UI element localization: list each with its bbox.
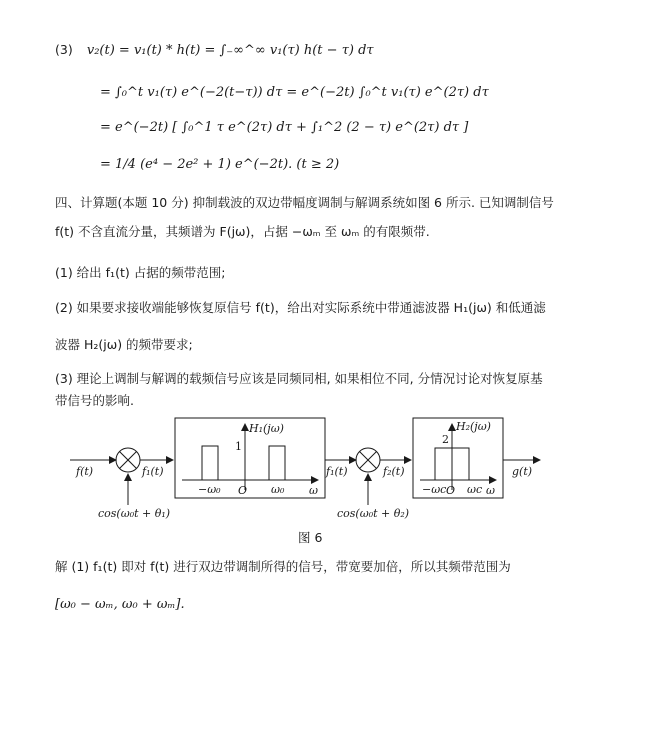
label-f1-after-bpf: f₁(t)	[326, 465, 348, 478]
problem4-intro: 四、计算题(本题 10 分) 抑制载波的双边带幅度调制与解调系统如图 6 所示. 已知调制信号	[55, 195, 554, 210]
label-input: f(t)	[76, 465, 94, 478]
problem4-spectrum: f(t) 不含直流分量，其频谱为 F(jω)，占据 −ωₘ 至 ωₘ 的有限频带.	[55, 224, 430, 239]
question-3-line-1: (3) 理论上调制与解调的载频信号应该是同频同相, 如果相位不同, 分情况讨论对恢复原基	[55, 371, 543, 386]
question-2-line-2: 波器 H₂(jω) 的频带要求;	[55, 337, 193, 352]
bpf-tick-w0: ω₀	[271, 483, 285, 496]
bpf-tick-omega: ω	[309, 484, 318, 497]
bpf-tick-origin: O	[238, 484, 248, 497]
label-f1: f₁(t)	[142, 465, 164, 478]
modulation-system-diagram	[60, 410, 600, 545]
equation-line-3: = e^(−2t) [ ∫₀^1 τ e^(2τ) dτ + ∫₁^2 (2 − τ) e^(2τ) dτ ]	[100, 120, 469, 135]
label-f2: f₂(t)	[383, 465, 405, 478]
label-output: g(t)	[512, 465, 533, 478]
solution-line-1: 解 (1) f₁(t) 即对 f(t) 进行双边带调制所得的信号，带宽要加倍，所以其频带范围为	[55, 559, 511, 574]
equation-line-4: = 1/4 (e⁴ − 2e² + 1) e^(−2t). (t ≥ 2)	[100, 157, 340, 172]
lpf-tick-wc: ωc	[467, 483, 483, 496]
question-3-line-2: 带信号的影响.	[55, 393, 134, 408]
solution-line-2: [ω₀ − ωₘ, ω₀ + ωₘ].	[55, 597, 185, 612]
bpf-passband-negative	[202, 446, 218, 480]
label-carrier-2: cos(ω₀t + θ₂)	[337, 507, 410, 520]
lpf-gain: 2	[442, 433, 449, 446]
lpf-tick-neg-wc: −ωc	[422, 483, 447, 496]
equation-line-1: v₂(t) = v₁(t) * h(t) = ∫₋∞^∞ v₁(τ) h(t − τ) dτ	[86, 43, 374, 58]
lpf-label: H₂(jω)	[456, 420, 491, 433]
bpf-tick-neg-w0: −ω₀	[198, 483, 221, 496]
bpf-gain: 1	[235, 440, 242, 453]
lpf-tick-omega: ω	[486, 484, 495, 497]
question-1: (1) 给出 f₁(t) 占据的频带范围;	[55, 265, 226, 280]
lpf-tick-origin: O	[446, 484, 456, 497]
figure-caption: 图 6	[298, 530, 323, 545]
question-2-line-1: (2) 如果要求接收端能够恢复原信号 f(t)，给出对实际系统中带通滤波器 H₁(jω) 和低通滤	[55, 300, 546, 315]
label-carrier-1: cos(ω₀t + θ₁)	[98, 507, 171, 520]
part3-label: (3)	[55, 42, 73, 57]
equation-line-2: = ∫₀^t v₁(τ) e^(−2(t−τ)) dτ = e^(−2t) ∫₀^t v₁(τ) e^(2τ) dτ	[100, 85, 489, 100]
bpf-passband-positive	[269, 446, 285, 480]
bpf-label: H₁(jω)	[249, 422, 284, 435]
